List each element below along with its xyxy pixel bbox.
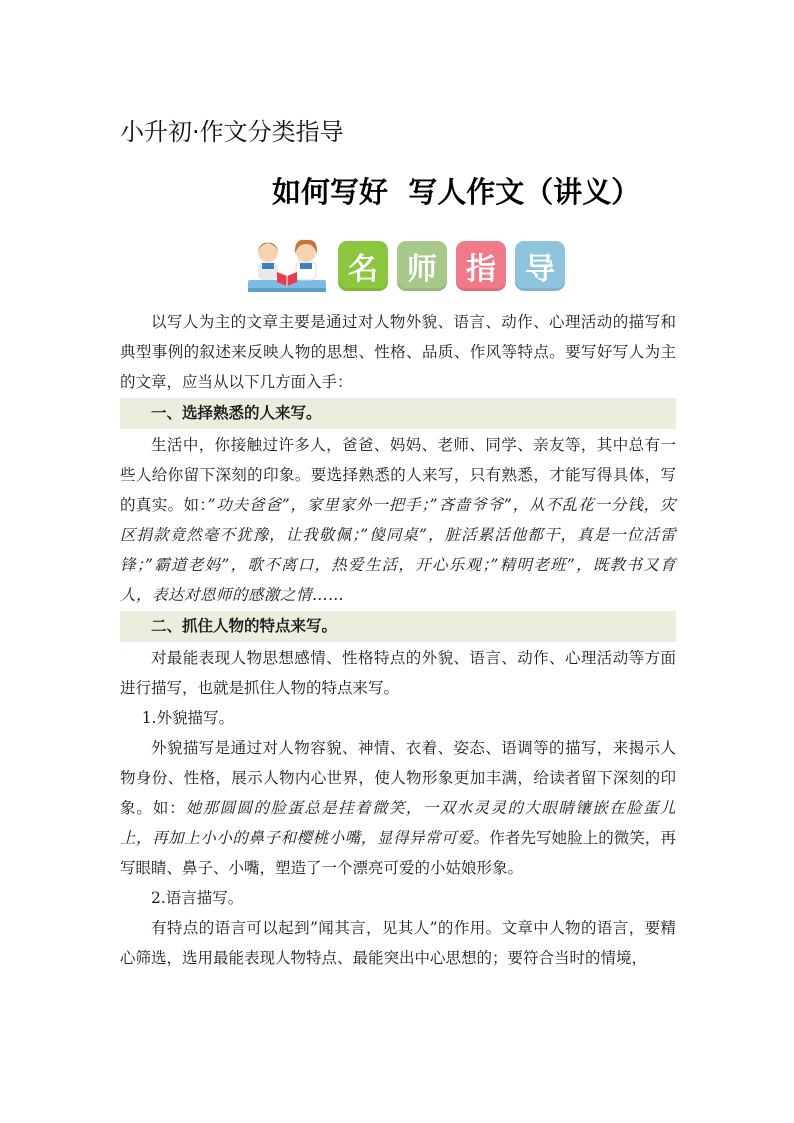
- appearance-text: 外貌描写是通过对人物容貌、神情、衣着、姿态、语调等的描写，来揭示人物身份、性格，展示人物内心世界，使人物形象更加丰满，给读者留下深刻的印象。如：: [120, 739, 676, 817]
- section1-paragraph: [120, 430, 676, 610]
- document-header: 小升初·作文分类指导: [120, 118, 344, 146]
- appearance-example: 她那圆圆的脸蛋总是挂着微笑，一双水灵灵的大眼睛镶嵌在脸蛋儿上，再加上小小的鼻子和樱桃小嘴，显得异常可爱。: [120, 799, 676, 847]
- appearance-analysis: 作者先写她脸上的微笑，再写眼睛、鼻子、小嘴，塑造了一个漂亮可爱的小姑娘形象。: [120, 829, 676, 877]
- teacher-guide-banner: [244, 236, 574, 296]
- section-heading-1: 一、选择熟悉的人来写。: [120, 398, 676, 429]
- language-label: 2.语言描写。: [151, 889, 244, 907]
- section1-examples: ”功夫爸爸”，家里家外一把手；”吝啬爷爷”，从不乱花一分钱，灾区捐款竟然毫不犹豫，让我敬佩；”傻同桌”，脏活累活他都干，真是一位活雷锋；”霸道老妈”，歌不离口，热爱生活，开心乐观；”精明老班”，既教书又育人，表达对恩师的感激之情……: [120, 496, 676, 604]
- document-title: 如何写好 写人作文（讲义）: [272, 175, 641, 209]
- appearance-paragraph: [120, 733, 676, 883]
- banner-tile-dao: 导: [515, 241, 565, 291]
- banner-tile-ming: 名: [338, 241, 388, 291]
- section2-paragraph: 对最能表现人物思想感情、性格特点的外貌、语言、动作、心理活动等方面进行描写，也就是抓住人物的特点来写。: [120, 649, 676, 697]
- banner-tile-shi: 师: [397, 241, 447, 291]
- section-heading-2: 二、抓住人物的特点来写。: [120, 611, 676, 642]
- reading-children-illustration: [244, 236, 330, 296]
- section1-text: 生活中，你接触过许多人，爸爸、妈妈、老师、同学、亲友等，其中总有一些人给你留下深刻的印象。要选择熟悉的人来写，只有熟悉，才能写得具体，写的真实。如：: [120, 436, 676, 514]
- intro-paragraph: 以写人为主的文章主要是通过对人物外貌、语言、动作、心理活动的描写和典型事例的叙述来反映人物的思想、性格、品质、作风等特点。要写好写人为主的文章，应当从以下几方面入手：: [120, 313, 676, 391]
- appearance-label: 1.外貌描写。: [141, 709, 234, 727]
- banner-tile-zhi: 指: [456, 241, 506, 291]
- language-paragraph: 有特点的语言可以起到”闻其言，见其人”的作用。文章中人物的语言，要精心筛选，选用最能表现人物特点、最能突出中心思想的；要符合当时的情境，: [120, 919, 676, 967]
- document-body: [120, 307, 676, 973]
